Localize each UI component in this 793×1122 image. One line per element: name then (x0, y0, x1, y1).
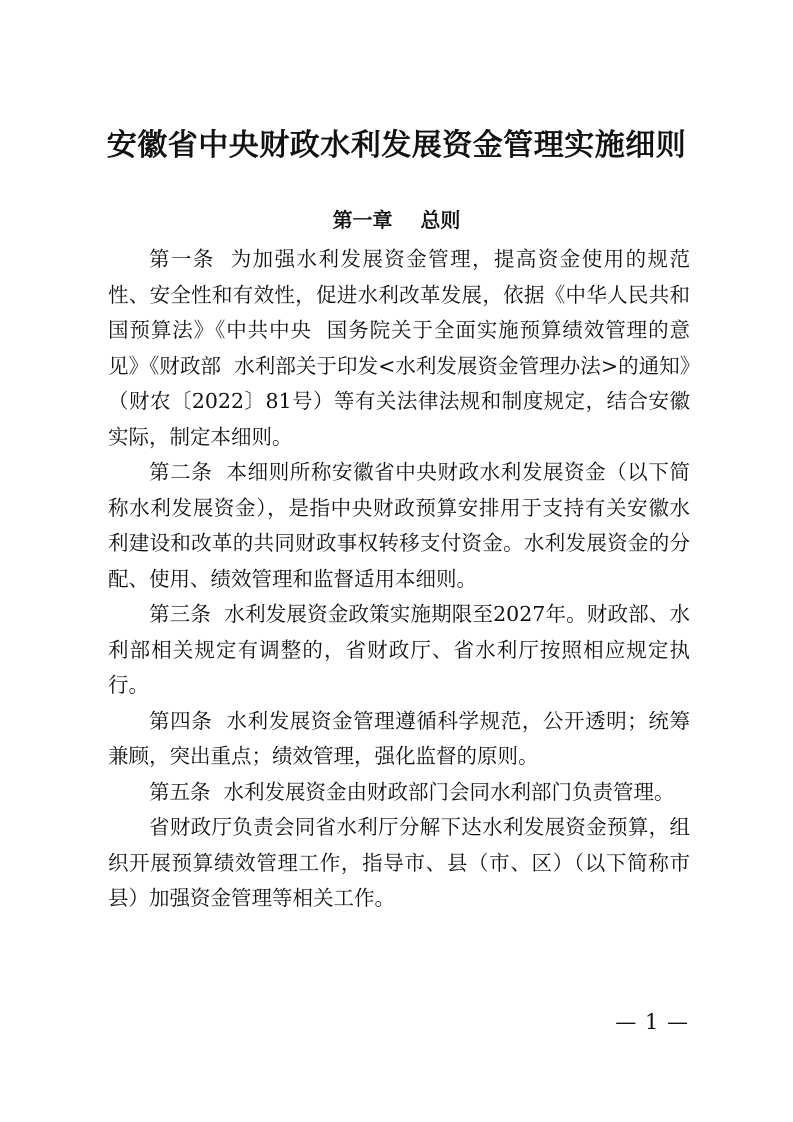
article-4-text: 水利发展资金管理遵循科学规范，公开透明；统筹兼顾，突出重点；绩效管理，强化监督的原则。 (108, 708, 690, 768)
article-2-number: 第二条 (149, 460, 213, 484)
article-5-continuation-paragraph (108, 810, 690, 917)
page-number: — 1 — (615, 1010, 689, 1034)
article-1-number: 第一条 (149, 247, 215, 271)
article-5-continuation-text: 省财政厅负责会同省水利厅分解下达水利发展资金预算，组织开展预算绩效管理工作，指导市、县（市、区）（以下简称市县）加强资金管理等相关工作。 (108, 815, 690, 910)
document-body (108, 242, 690, 917)
article-3-text: 水利发展资金政策实施期限至2027年。财政部、水利部相关规定有调整的，省财政厅、省水利厅按照相应规定执行。 (108, 602, 690, 697)
article-5-paragraph (108, 775, 690, 811)
article-3-number: 第三条 (149, 602, 212, 626)
article-3-paragraph (108, 597, 690, 704)
article-5-number: 第五条 (149, 779, 211, 804)
article-2-text: 本细则所称安徽省中央财政水利发展资金（以下简称水利发展资金），是指中央财政预算安排用于支持有关安徽水利建设和改革的共同财政事权转移支付资金。水利发展资金的分配、使用、绩效管理和监督适用本细则。 (108, 460, 690, 591)
article-1-paragraph (108, 242, 690, 455)
article-4-number: 第四条 (149, 708, 213, 733)
article-1-text: 为加强水利发展资金管理，提高资金使用的规范性、安全性和有效性，促进水利改革发展，依据《中华人民共和国预算法》《中共中央 国务院关于全面实施预算绩效管理的意见》《财政部 水利部关于印发<水利发展资金管理办法>的通知》（财农〔2022〕81号）等有关法律法规和制度规定，结合安徽实际，制定本细则。 (108, 247, 690, 449)
article-4-paragraph (108, 704, 690, 775)
chapter-heading: 第一章 总则 (332, 208, 461, 232)
article-5-text: 水利发展资金由财政部门会同水利部门负责管理。 (210, 779, 675, 804)
article-2-paragraph (108, 455, 690, 597)
document-title: 安徽省中央财政水利发展资金管理实施细则 (106, 128, 687, 163)
